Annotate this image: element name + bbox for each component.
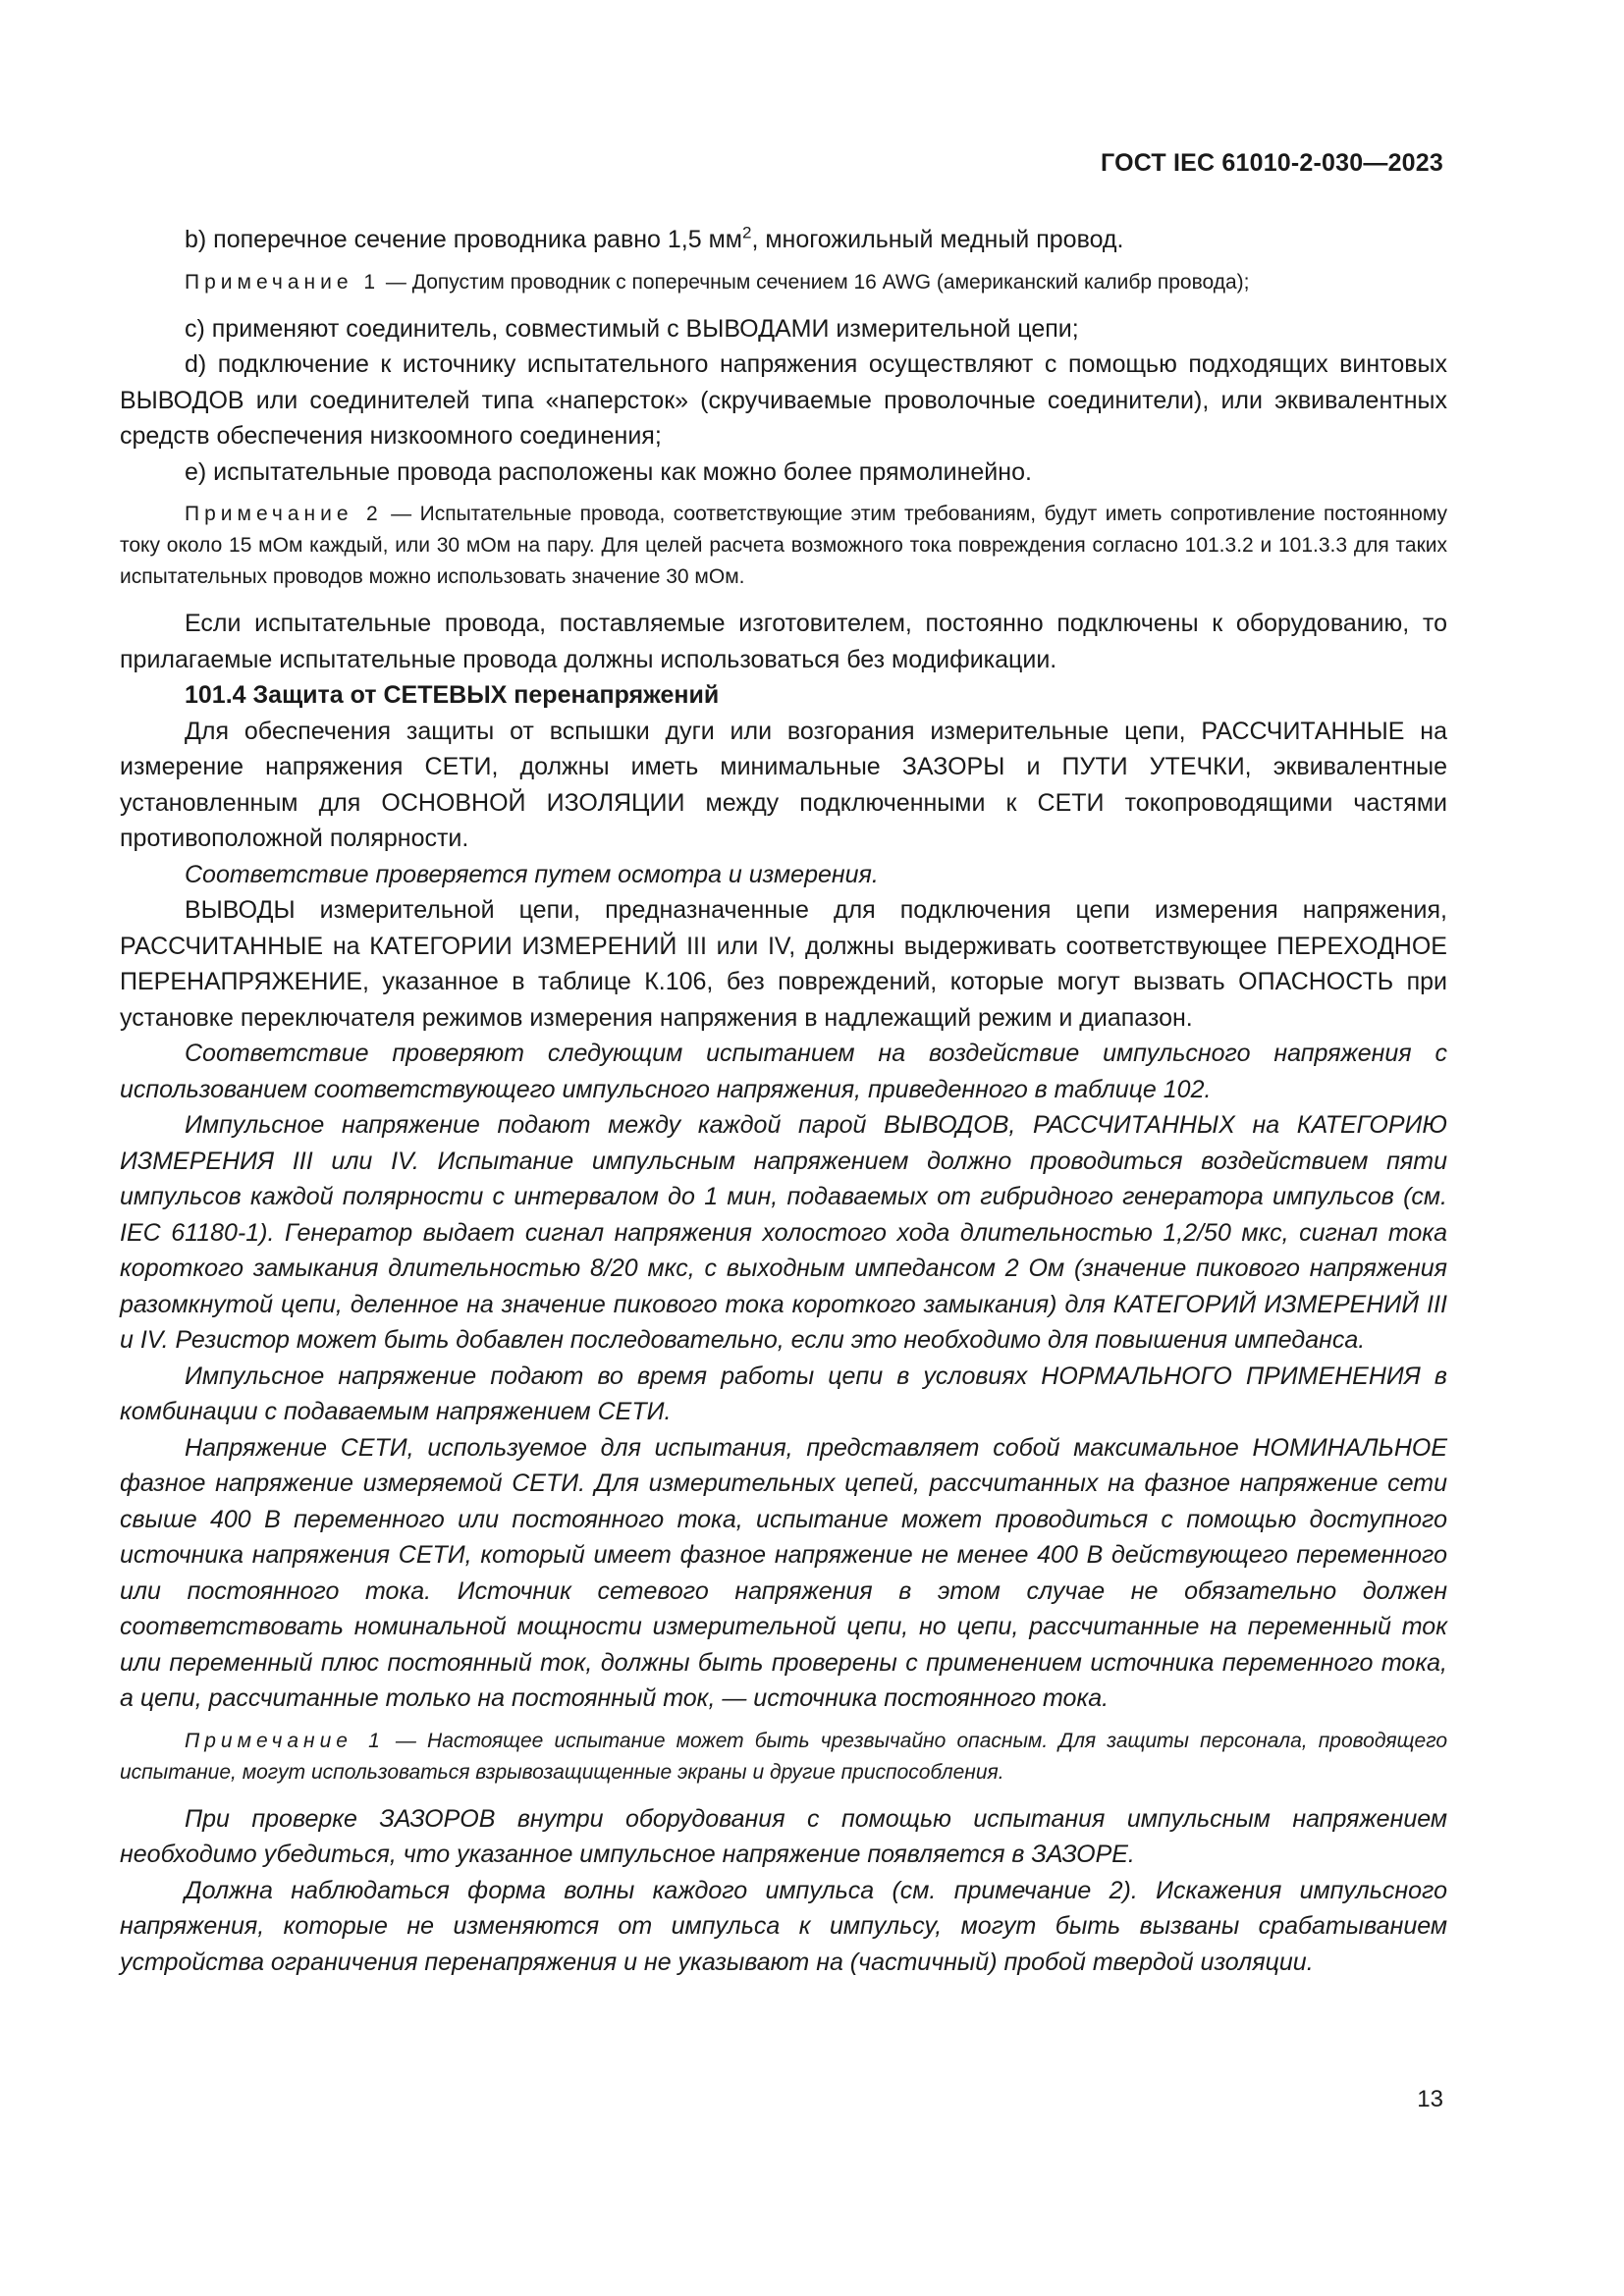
paragraph-protection: Для обеспечения защиты от вспышки дуги или возгорания измерительные цепи, РАССЧИТАННЫЕ на измерение напряжения СЕТИ, должны иметь минимальные ЗАЗОРЫ и ПУТИ УТЕЧКИ, эквивалентные установленным для ОСНОВНОЙ ИЗОЛЯЦИИ между подключенными к СЕТИ токопроводящими частями противоположной полярности.: [120, 717, 1447, 852]
paragraph-impulse-operation: Импульсное напряжение подают во время работы цепи в условиях НОРМАЛЬНОГО ПРИМЕНЕНИЯ в комбинации с подаваемым напряжением СЕТИ.: [120, 1362, 1447, 1425]
paragraph-compliance-impulse: Соответствие проверяют следующим испытанием на воздействие импульсного напряжения с использованием соответствующего импульсного напряжения, приведенного в таблице 102.: [120, 1040, 1447, 1103]
list-item-b: b) поперечное сечение проводника равно 1,5 $мм^2$, многожильный медный провод.: [185, 223, 1124, 253]
paragraph-terminals: ВЫВОДЫ измерительной цепи, предназначенные для подключения цепи измерения напряжения, РАССЧИТАННЫЕ на КАТЕГОРИИ ИЗМЕРЕНИЙ III или IV, должны выдерживать соответствующее ПЕРЕХОДНОЕ ПЕРЕНАПРЯЖЕНИЕ, указанное в таблице К.106, без повреждений, которые могут вызвать ОПАСНОСТЬ при установке переключателя режимов измерения напряжения в надлежащий режим и диапазон.: [120, 896, 1447, 1032]
list-item-d: d) подключение к источнику испытательного напряжения осуществляют с помощью подходящих винтовых ВЫВОДОВ или соединителей типа «наперсток» (скручиваемые проволочные соединители), или эквивалентных средств обеспечения низкоомного соединения;: [120, 350, 1447, 450]
paragraph-waveform: Должна наблюдаться форма волны каждого импульса (см. примечание 2). Искажения импульсного напряжения, которые не изменяются от импульса к импульсу, могут быть вызваны срабатыванием устройства ограничения перенапряжения и не указывают на (частичный) пробой твердой изоляции.: [120, 1876, 1447, 1976]
section-heading: 101.4 Защита от СЕТЕВЫХ перенапряжений: [185, 681, 720, 709]
list-item-e: e) испытательные провода расположены как можно более прямолинейно.: [185, 457, 1032, 486]
paragraph-impulse-application: Импульсное напряжение подают между каждой парой ВЫВОДОВ, РАССЧИТАННЫХ на КАТЕГОРИЮ ИЗМЕРЕНИЯ III или IV. Испытание импульсным напряжением должно проводиться воздействием пяти импульсов каждой полярности с интервалом до 1 мин, подаваемых от гибридного генератора импульсов (см. IEC 61180-1). Генератор выдает сигнал напряжения холостого хода длительностью 1,2/50 мкс, сигнал тока короткого замыкания длительностью 8/20 мкс, с выходным импедансом 2 Ом (значение пикового напряжения разомкнутой цепи, деленное на значение пикового тока короткого замыкания) для КАТЕГОРИЙ ИЗМЕРЕНИЙ III и IV. Резистор может быть добавлен последовательно, если это необходимо для повышения импеданса.: [120, 1111, 1447, 1354]
paragraph-test-leads: Если испытательные провода, поставляемые изготовителем, постоянно подключены к оборудованию, то прилагаемые испытательные провода должны использоваться без модификации.: [120, 610, 1447, 673]
list-item-c: c) применяют соединитель, совместимый с ВЫВОДАМИ измерительной цепи;: [185, 314, 1079, 343]
note-1: Примечание 1 — Допустим проводник с поперечным сечением 16 AWG (американский калибр провода);: [185, 270, 1250, 294]
document-header: ГОСТ IEC 61010-2-030—2023: [1101, 149, 1443, 177]
paragraph-mains-voltage: Напряжение СЕТИ, используемое для испытания, представляет собой максимальное НОМИНАЛЬНОЕ фазное напряжение измеряемой СЕТИ. Для измерительных цепей, рассчитанных на фазное напряжение сети свыше 400 В переменного или постоянного тока, испытание может проводиться с помощью доступного источника напряжения СЕТИ, который имеет фазное напряжение не менее 400 В действующего переменного или постоянного тока. Источник сетевого напряжения в этом случае не обязательно должен соответствовать номинальной мощности измерительной цепи, но цепи, рассчитанные на переменный ток или переменный плюс постоянный ток, должны быть проверены с применением источника переменного тока, а цепи, рассчитанные только на постоянный ток, — источника постоянного тока.: [120, 1433, 1447, 1712]
document-body: [120, 222, 1447, 1980]
page-number: 13: [1417, 2086, 1443, 2112]
note-danger: Примечание 1 — Настоящее испытание может быть чрезвычайно опасным. Для защиты персонала, проводящего испытание, могут использоваться взрывозащищенные экраны и другие приспособления.: [120, 1729, 1448, 1784]
paragraph-clearances: При проверке ЗАЗОРОВ внутри оборудования с помощью испытания импульсным напряжением необходимо убедиться, что указанное импульсное напряжение появляется в ЗАЗОРЕ.: [120, 1804, 1447, 1868]
paragraph-compliance-inspection: Соответствие проверяется путем осмотра и измерения.: [185, 860, 879, 888]
note-2: Примечание 2 — Испытательные провода, соответствующие этим требованиям, будут иметь сопротивление постоянному току около 15 мОм каждый, или 30 мОм на пару. Для целей расчета возможного тока повреждения согласно 101.3.2 и 101.3.3 для таких испытательных проводов можно использовать значение 30 мОм.: [120, 503, 1447, 588]
